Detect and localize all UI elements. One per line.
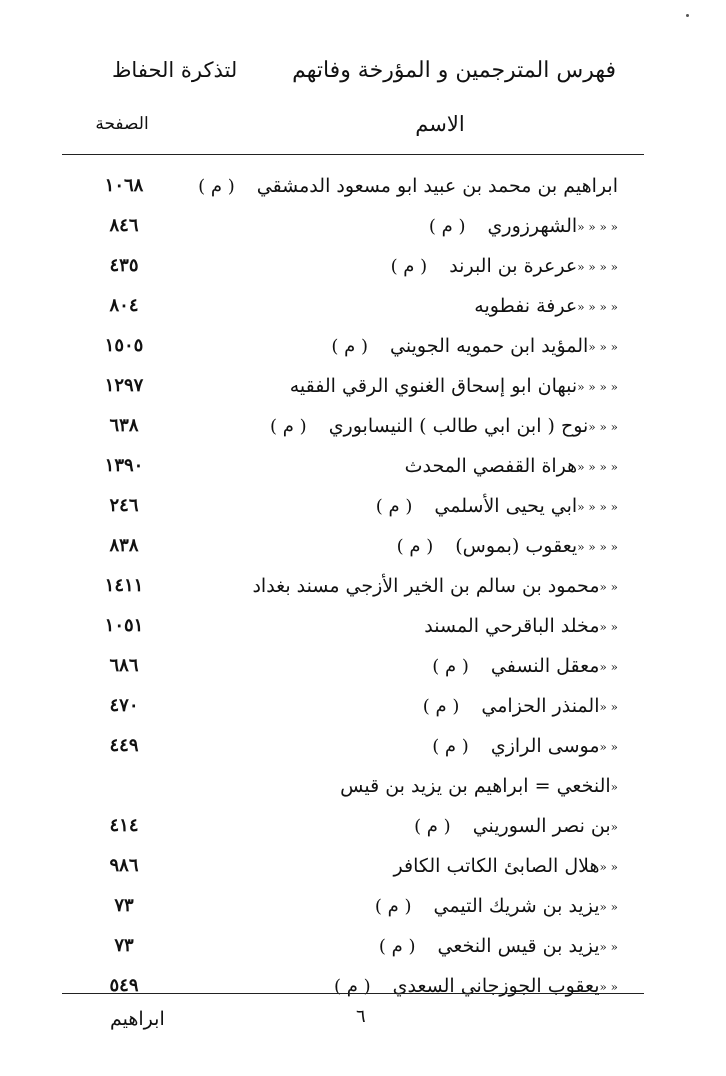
entry-text xyxy=(383,446,618,487)
person-name: مخلد الباقرحي المسند xyxy=(424,615,600,637)
index-row xyxy=(0,766,726,806)
person-name: معقل النسفي xyxy=(490,655,600,677)
entry-text xyxy=(198,166,618,207)
running-title: فهرس المترجمين و المؤرخة وفاتهم xyxy=(292,58,616,83)
ditto-marks: « « xyxy=(599,580,618,594)
entry-text xyxy=(402,606,618,647)
page-ref: ١٠٦٨ xyxy=(104,175,144,196)
ditto-marks: « « « xyxy=(588,420,618,434)
index-row xyxy=(0,966,726,1006)
page-ref: ٤٤٩ xyxy=(109,735,139,756)
death-date-marker: ( م ) xyxy=(414,816,451,837)
person-name: يزيد بن قيس النخعي xyxy=(437,935,600,957)
person-name: ابراهيم بن محمد بن عبيد ابو مسعود الدمشقي xyxy=(256,175,618,197)
index-row xyxy=(0,886,726,926)
index-row xyxy=(0,606,726,646)
death-date-marker: ( م ) xyxy=(198,176,235,197)
index-row xyxy=(0,206,726,246)
ditto-marks: « « xyxy=(599,620,618,634)
entry-text xyxy=(452,286,618,327)
person-name: هراة القفصي المحدث xyxy=(404,455,578,477)
ditto-marks: « « xyxy=(599,900,618,914)
person-name: عرفة نفطويه xyxy=(474,295,578,317)
ditto-marks: « « « « xyxy=(577,220,618,234)
page-ref: ١٤١١ xyxy=(104,575,144,596)
entry-text xyxy=(423,686,618,727)
page-ref: ٤٣٥ xyxy=(109,255,139,276)
person-name: نبهان ابو إسحاق الغنوي الرقي الفقيه xyxy=(289,375,578,397)
index-row xyxy=(0,366,726,406)
person-name: بن نصر السوريني xyxy=(472,815,611,837)
speck xyxy=(686,14,689,17)
page-ref: ٧٣ xyxy=(114,895,134,916)
ditto-marks: « « xyxy=(599,940,618,954)
entry-text xyxy=(391,246,618,287)
death-date-marker: ( م ) xyxy=(390,256,428,277)
entry-text xyxy=(318,766,618,807)
person-name: موسى الرازي xyxy=(490,735,600,757)
catchword: ابراهيم xyxy=(110,1008,165,1030)
page-ref: ٨٣٨ xyxy=(109,535,139,556)
person-name: محمود بن سالم بن الخير الأزجي مسند بغداد xyxy=(252,575,600,597)
entry-text xyxy=(379,926,618,967)
page-ref: ٥٤٩ xyxy=(109,975,139,996)
index-row xyxy=(0,326,726,366)
entry-text xyxy=(414,806,618,847)
death-date-marker: ( م ) xyxy=(432,656,469,677)
page-ref: ٧٣ xyxy=(114,935,134,956)
death-date-marker: ( م ) xyxy=(422,696,460,717)
person-name: نوح ( ابن ابي طالب ) النيسابوري xyxy=(328,415,589,437)
ditto-marks: « « xyxy=(599,740,618,754)
name-column-header: الاسم xyxy=(415,112,465,136)
entry-text xyxy=(432,646,618,687)
ditto-marks: « « xyxy=(599,980,618,994)
index-row xyxy=(0,846,726,886)
person-name: النخعي = ابراهيم بن يزيد بن قيس xyxy=(340,775,611,797)
death-date-marker: ( م ) xyxy=(432,736,469,757)
death-date-marker: ( م ) xyxy=(374,896,412,917)
index-row xyxy=(0,286,726,326)
person-name: يعقوب (بموس) xyxy=(455,535,578,557)
death-date-marker: ( م ) xyxy=(334,976,371,997)
index-row xyxy=(0,566,726,606)
page-ref: ٤١٤ xyxy=(109,815,139,836)
ditto-marks: « « « « xyxy=(577,540,618,554)
page-ref: ١٠٥١ xyxy=(104,615,144,636)
death-date-marker: ( م ) xyxy=(378,936,416,957)
index-row xyxy=(0,686,726,726)
person-name: يعقوب الجوزجاني السعدي xyxy=(392,975,600,997)
person-name: الشهرزوري xyxy=(487,215,578,237)
index-row xyxy=(0,806,726,846)
ditto-marks: « « « « xyxy=(577,260,618,274)
entry-text xyxy=(230,566,618,607)
book-title: لتذكرة الحفاظ xyxy=(112,58,238,82)
index-row xyxy=(0,406,726,446)
index-row xyxy=(0,526,726,566)
ditto-marks: « « « « xyxy=(577,300,618,314)
entry-text xyxy=(432,726,618,767)
index-row xyxy=(0,166,726,206)
ditto-marks: « xyxy=(610,820,618,834)
death-date-marker: ( م ) xyxy=(331,336,369,357)
index-row xyxy=(0,486,726,526)
death-date-marker: ( م ) xyxy=(375,496,413,517)
entry-text xyxy=(372,846,618,887)
index-row xyxy=(0,446,726,486)
person-name: يزيد بن شريك التيمي xyxy=(433,895,600,917)
person-name: عرعرة بن البرند xyxy=(449,255,578,277)
entry-text xyxy=(375,886,618,927)
page-ref: ٦٨٦ xyxy=(109,655,139,676)
page-number: ٦ xyxy=(356,1006,366,1027)
person-name: المؤيد ابن حمويه الجويني xyxy=(390,335,589,357)
index-row xyxy=(0,246,726,286)
page-ref: ٤٧٠ xyxy=(109,695,139,716)
entry-text xyxy=(268,366,618,407)
entry-text xyxy=(376,486,618,527)
entry-text xyxy=(397,526,618,567)
index-row xyxy=(0,646,726,686)
page-ref: ١٣٩٠ xyxy=(104,455,144,476)
page-ref: ١٢٩٧ xyxy=(104,375,144,396)
page-ref: ٨٤٦ xyxy=(109,215,139,236)
ditto-marks: « « « « xyxy=(577,380,618,394)
entry-text xyxy=(270,406,618,447)
death-date-marker: ( م ) xyxy=(270,416,307,437)
entry-text xyxy=(334,966,618,1007)
ditto-marks: « « xyxy=(599,660,618,674)
header-rule xyxy=(62,154,644,155)
index-row xyxy=(0,726,726,766)
person-name: هلال الصابئ الكاتب الكافر xyxy=(393,855,600,877)
entry-text xyxy=(331,326,618,367)
page-column-header: الصفحة xyxy=(95,114,149,134)
ditto-marks: « « « « xyxy=(577,460,618,474)
ditto-marks: « « xyxy=(599,860,618,874)
page-ref: ١٥٠٥ xyxy=(104,335,144,356)
entry-text xyxy=(429,206,618,247)
page-ref: ٢٤٦ xyxy=(109,495,139,516)
death-date-marker: ( م ) xyxy=(428,216,466,237)
footer-rule xyxy=(62,993,644,994)
page-ref: ٦٣٨ xyxy=(109,415,139,436)
person-name: ابي يحيى الأسلمي xyxy=(434,495,578,517)
page-ref: ٨٠٤ xyxy=(109,295,139,316)
page-ref: ٩٨٦ xyxy=(109,855,139,876)
death-date-marker: ( م ) xyxy=(396,536,434,557)
ditto-marks: « xyxy=(610,780,618,794)
ditto-marks: « « xyxy=(599,700,618,714)
index-row xyxy=(0,926,726,966)
person-name: المنذر الحزامي xyxy=(481,695,600,717)
ditto-marks: « « « « xyxy=(577,500,618,514)
ditto-marks: « « « xyxy=(588,340,618,354)
